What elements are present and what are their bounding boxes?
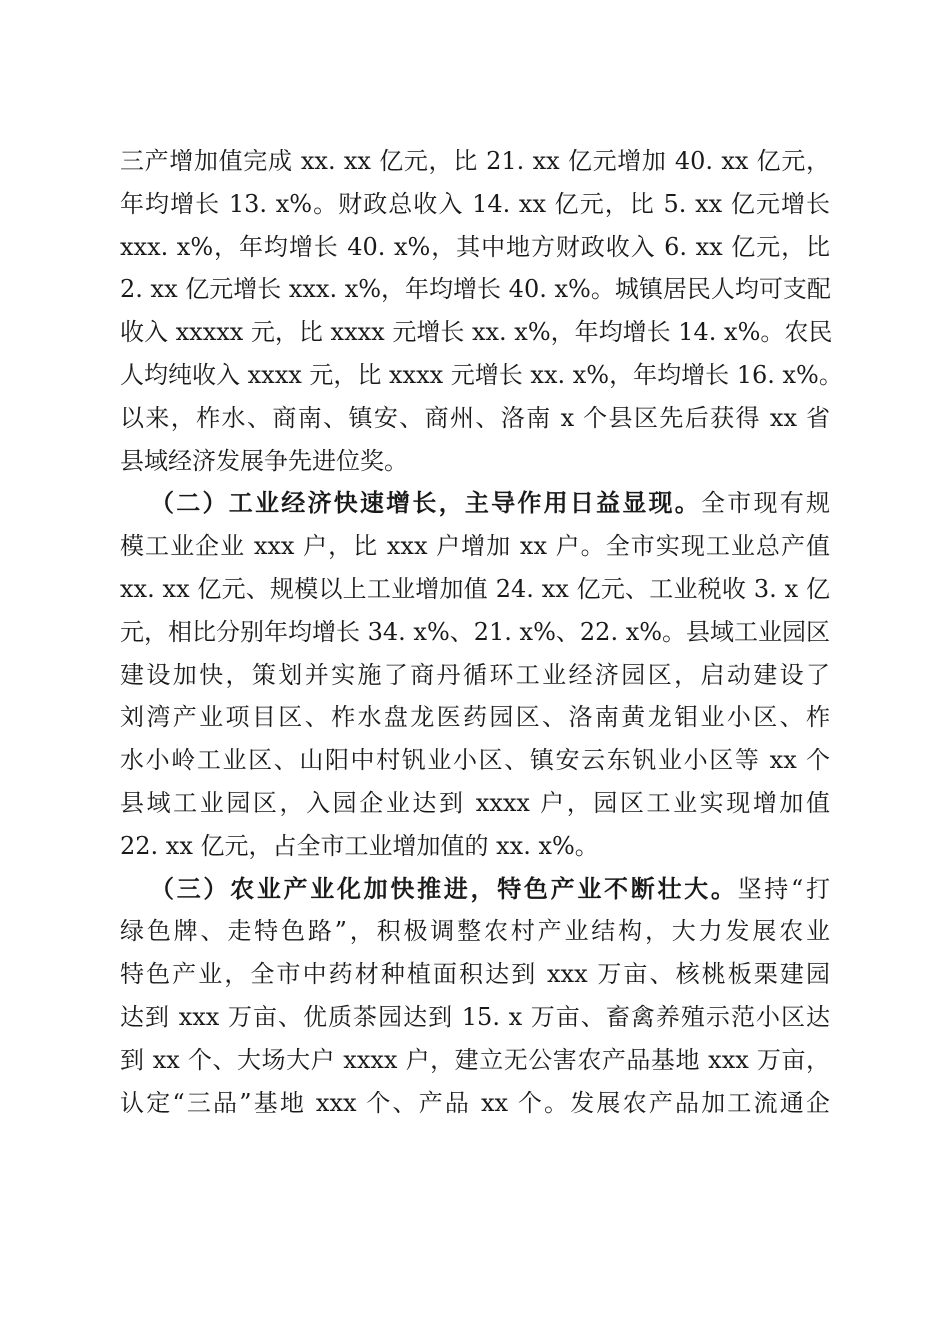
paragraph-industry <box>120 482 830 867</box>
paragraph-line: 到 xx 个、大场大户 xxxx 户，建立无公害农产品基地 xxx 万亩， <box>120 1045 830 1074</box>
paragraph-line: 认定“三品”基地 xxx 个、产品 xx 个。发展农产品加工流通企 <box>120 1088 830 1117</box>
paragraph-line: 22. xx 亿元，占全市工业增加值的 xx. x%。 <box>120 831 599 860</box>
document-body <box>120 140 843 1124</box>
paragraph-line: 三产增加值完成 xx. xx 亿元，比 21. xx 亿元增加 40. xx 亿元， <box>120 147 830 175</box>
paragraph-line: 县域工业园区，入园企业达到 xxxx 户，园区工业实现增加值 <box>120 788 830 817</box>
paragraph-line: xxx. x%，年均增长 40. x%，其中地方财政收入 6. xx 亿元，比 <box>120 232 830 261</box>
paragraph-line: 建设加快，策划并实施了商丹循环工业经济园区，启动建设了 <box>120 660 830 689</box>
paragraph-line: 以来，柞水、商南、镇安、商州、洛南 x 个县区先后获得 xx 省 <box>120 403 830 432</box>
paragraph-line: 特色产业，全市中药材种植面积达到 xxx 万亩、核桃板栗建园 <box>120 960 830 989</box>
paragraph-text: 全市现有规 <box>701 489 831 518</box>
paragraph-line: xx. xx 亿元、规模以上工业增加值 24. xx 亿元、工业税收 3. x 亿 <box>120 574 830 603</box>
paragraph-line: 绿色牌、走特色路”，积极调整农村产业结构，大力发展农业 <box>120 917 830 946</box>
paragraph-line: 模工业企业 xxx 户，比 xxx 户增加 xx 户。全市实现工业总产值 <box>120 532 830 561</box>
paragraph-line: 年均增长 13. x%。财政总收入 14. xx 亿元，比 5. xx 亿元增长 <box>120 189 830 218</box>
paragraph-line: 达到 xxx 万亩、优质茶园达到 15. x 万亩、畜禽养殖示范小区达 <box>120 1002 830 1031</box>
paragraph-agriculture <box>120 868 830 1125</box>
paragraph-line: 水小岭工业区、山阳中村钒业小区、镇安云东钒业小区等 xx 个 <box>120 746 830 775</box>
paragraph-line: 人均纯收入 xxxx 元，比 xxxx 元增长 xx. x%，年均增长 16. x%。 <box>120 360 843 389</box>
section-heading-agriculture: （三）农业产业化加快推进，特色产业不断壮大。 <box>150 873 738 903</box>
paragraph-line: 刘湾产业项目区、柞水盘龙医药园区、洛南黄龙钼业小区、柞 <box>120 703 830 732</box>
paragraph-first-line <box>120 868 830 911</box>
paragraph-line: 收入 xxxxx 元，比 xxxx 元增长 xx. x%，年均增长 14. x%。农民 <box>120 318 833 347</box>
paragraph-first-line <box>120 482 830 525</box>
paragraph-line: 2. xx 亿元增长 xxx. x%，年均增长 40. x%。城镇居民人均可支配 <box>120 275 831 304</box>
paragraph-text: 坚持“打 <box>737 874 830 903</box>
paragraph-line: 元，相比分别年均增长 34. x%、21. x%、22. x%。县域工业园区 <box>120 617 831 646</box>
section-heading-industry: （二）工业经济快速增长，主导作用日益显现。 <box>150 488 702 518</box>
paragraph-economy-summary <box>120 140 843 482</box>
paragraph-line: 县域经济发展争先进位奖。 <box>120 446 408 475</box>
